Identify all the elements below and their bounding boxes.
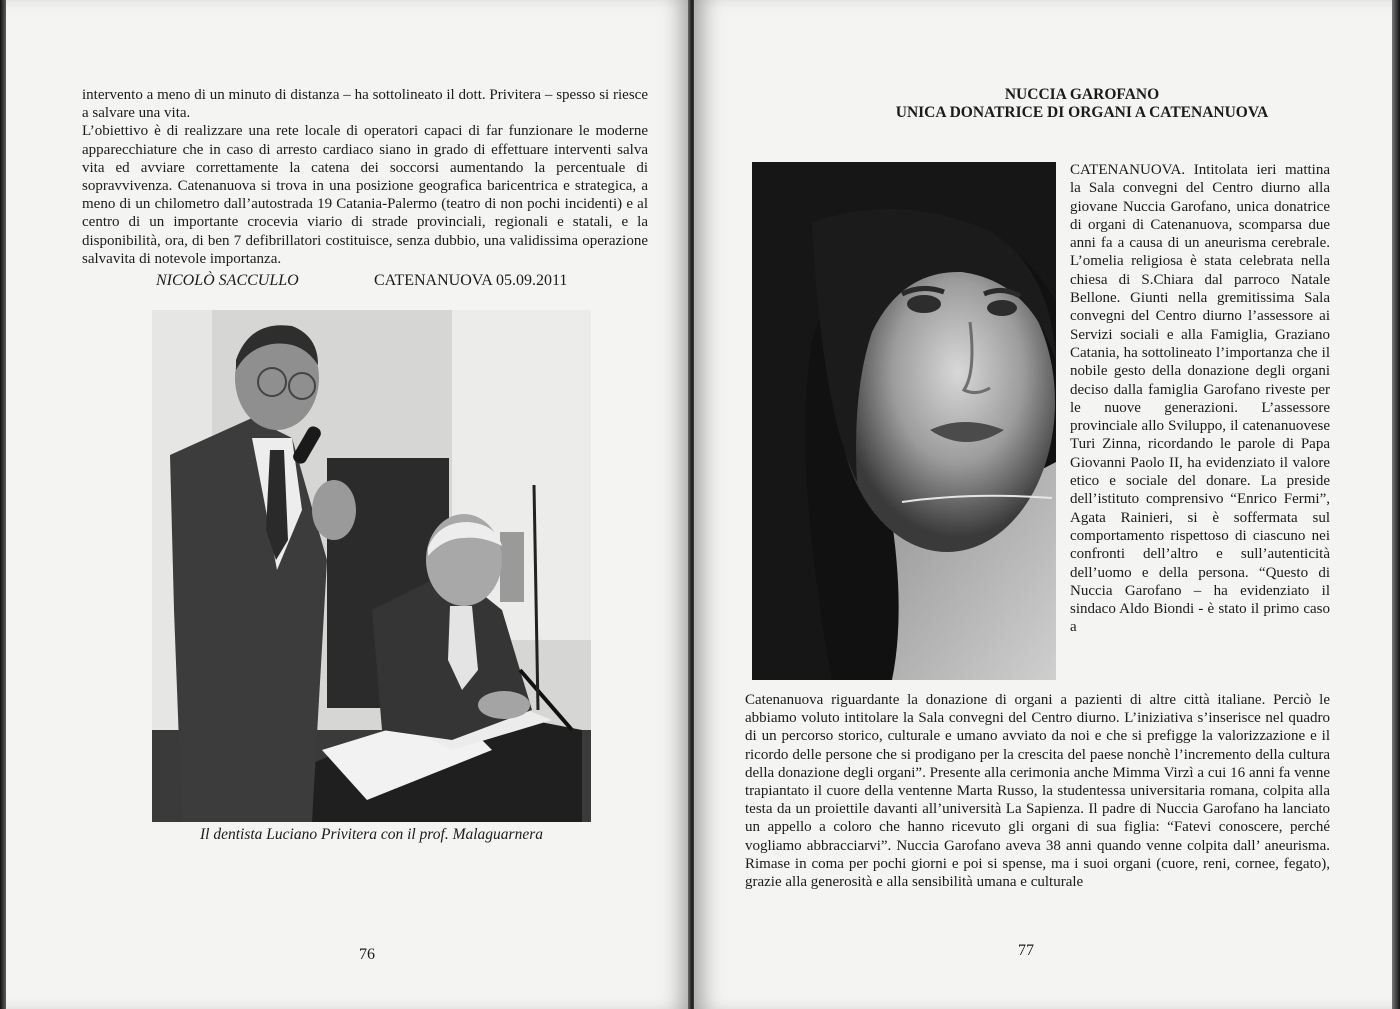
left-paragraph-1: intervento a meno di un minuto di distanza – ha sottolineato il dott. Privitera – spesso si riesce a salvare una vita. xyxy=(82,87,648,122)
article-full-width-text xyxy=(745,691,1330,891)
article-place-date: CATENANUOVA 05.09.2011 xyxy=(374,272,568,289)
left-paragraph-2: L’obiettivo è di realizzare una rete locale di operatori capaci di far funzionare le moderne apparecchiature che in caso di arresto cardiaco siano in grado di effettuare interventi salva vita ed avviare correttamente la catena dei soccorsi aumentando la percentuale di sopravvivenza. Catenanuova si trova in una posizione geografica baricentrica e strategica, a meno di un chilometro dall’autostrada 19 Catania-Palermo (teatro di non pochi incidenti) e al centro di un importante crocevia viario di strade provinciali, regionali e statali, e la disponibilità, ora, di ben 7 defibrillatori costituisce, senza dubbio, una validissima operazione salvavita di notevole importanza. xyxy=(82,123,648,267)
photo-dentist-speaking xyxy=(152,310,591,822)
article-column-paragraph: CATENANUOVA. Intitolata ieri mattina la Sala convegni del Centro diurno alla giovane Nuccia Garofano, unica donatrice di organi di Catenanuova, scomparsa due anni fa a causa di un aneurisma cerebrale. L’omelia religiosa è stata celebrata nella chiesa di S.Chiara dal parroco Natale Bellone. Giunti nella gremitissima Sala convegni del Centro diurno l’assessore ai Servizi sociali e alla Famiglia, Graziano Catania, ha sottolineato l’importanza che il nobile gesto della donazione degli organi deciso dalla famiglia Garofano riveste per le nuove generazioni. L’assessore provinciale allo Sviluppo, il catenanuovese Turi Zinna, ricordando le parole di Papa Giovanni Paolo II, ha evidenziato il valore etico e sociale del donare. La preside dell’istituto comprensivo “Enrico Fermi”, Agata Rainieri, si è soffermata sul comportamento rispettoso di ciascuno nei confronti dell’altro e sull’autenticità dell’uomo e della persona. “Questo di Nuccia Garofano – ha evidenziato il sindaco Aldo Biondi - è stato il primo caso a xyxy=(1070,162,1330,636)
signature-line xyxy=(156,272,586,290)
photo-dentist-speaking-graphic xyxy=(152,310,591,822)
headline-line-1: NUCCIA GAROFANO xyxy=(1004,86,1160,103)
book-edge-right xyxy=(1392,0,1400,1009)
photo-portrait-graphic xyxy=(752,162,1056,680)
article-headline xyxy=(794,86,1370,122)
right-page xyxy=(694,0,1394,1009)
headline-line-2: UNICA DONATRICE DI ORGANI A CATENANUOVA xyxy=(895,104,1269,121)
article-full-paragraph: Catenanuova riguardante la donazione di organi a pazienti di altre città italiane. Perciò le abbiamo voluto intitolare la Sala convegni del Centro diurno. L’iniziativa s’inserisce nel quadro di un percorso storico, culturale e umano avviato da noi e che si prefigge la valorizzazione e il ricordo delle persone che si prodigano per la crescita del paese nonchè l’incremento della cultura della donazione degli organi”. Presente alla cerimonia anche Mimma Virzì a cui 16 anni fa venne trapiantato il cuore della ventenne Marta Russo, la studentessa universitaria romana, colpita alla testa da un proiettile davanti all’università La Sapienza. Il padre di Nuccia Garofano ha lanciato un appello a coloro che hanno ricevuto gli organi di sua figlia: “Fatevi conoscere, perché vogliamo abbracciarvi”. Nuccia Garofano aveva 38 anni quando venne colpita dall’ aneurisma. Rimase in coma per pochi giorni e poi si spense, ma i suoi organi (cuore, reni, cornee, fegato), grazie alla generosità e alla sensibilità umana e culturale xyxy=(745,692,1330,891)
left-article-text xyxy=(82,86,648,268)
page-number-left: 76 xyxy=(359,946,375,963)
photo-portrait-nuccia xyxy=(752,162,1056,680)
article-column-text xyxy=(1070,161,1330,637)
photo-caption: Il dentista Luciano Privitera con il prof. Malaguarnera xyxy=(200,826,543,843)
left-page xyxy=(6,0,690,1009)
article-author: NICOLÒ SACCULLO xyxy=(156,272,299,289)
page-number-right: 77 xyxy=(1018,942,1034,959)
